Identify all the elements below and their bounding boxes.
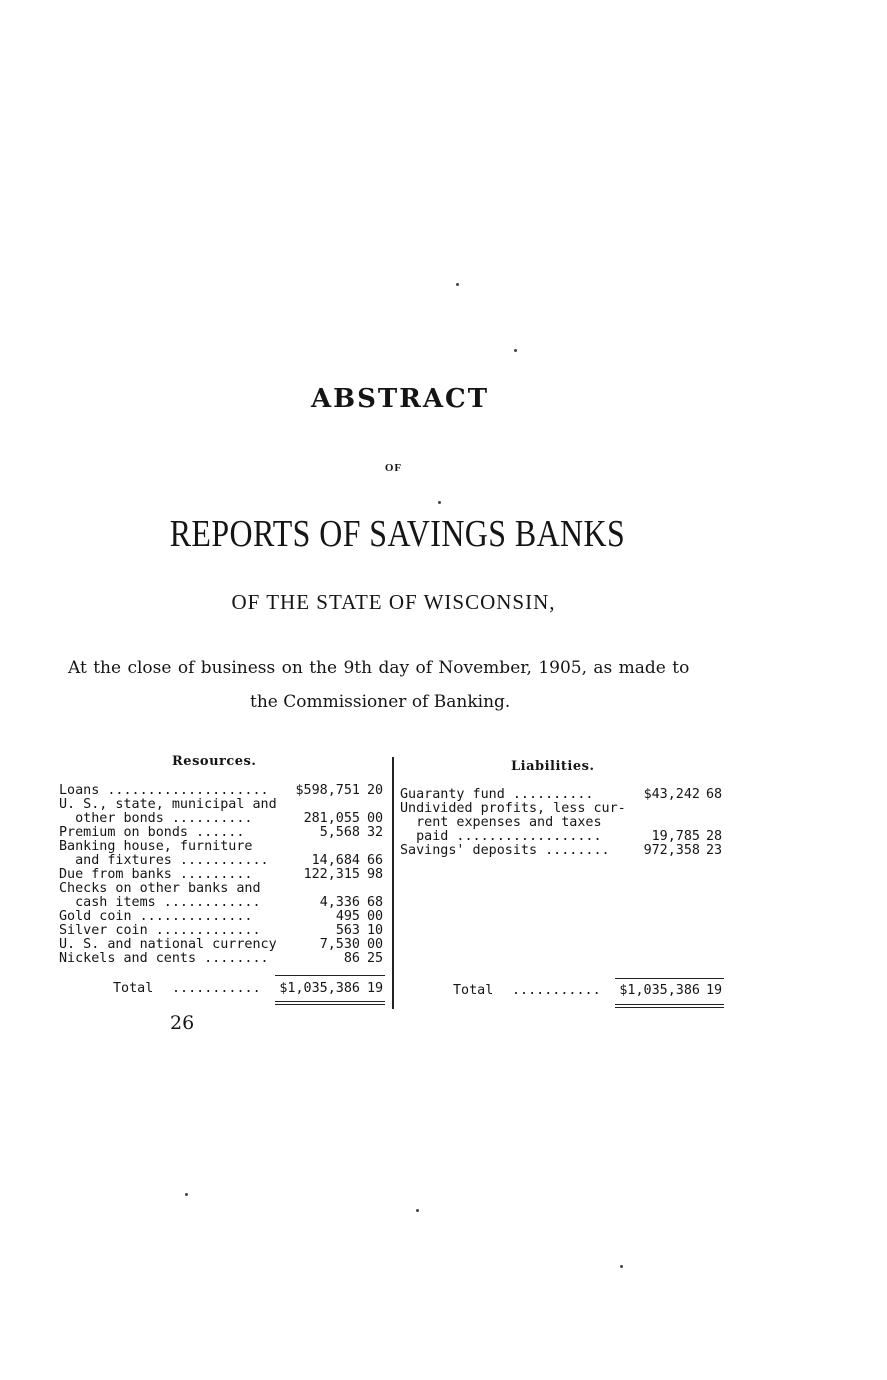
table-row-cents: 68 [367, 895, 384, 910]
double-rule [275, 1004, 385, 1005]
double-rule [615, 1007, 724, 1008]
total-rule [275, 975, 385, 976]
double-rule [615, 1004, 724, 1005]
table-row-cents: 98 [367, 867, 384, 882]
table-row-label: Savings' deposits ........ [400, 843, 610, 858]
table-row-cents: 00 [367, 909, 384, 924]
resources-heading: Resources. [172, 754, 257, 769]
subtitle-state: OF THE STATE OF WISCONSIN, [231, 590, 556, 614]
table-row-label: Due from banks ......... [59, 867, 253, 882]
scan-speck [438, 501, 441, 504]
liabilities-total-dollars: $1,035,386 [619, 983, 700, 998]
table-row-dollars: 4,336 [319, 895, 360, 910]
scan-speck [416, 1209, 419, 1212]
table-row-label: Banking house, furniture [59, 839, 253, 854]
liabilities-total-leader: ........... [512, 983, 601, 998]
table-row-dollars: 972,358 [643, 843, 700, 858]
table-row-dollars: 5,568 [319, 825, 360, 840]
table-row-dollars: 7,530 [319, 937, 360, 952]
table-row-cents: 32 [367, 825, 384, 840]
table-row-dollars: $598,751 [295, 783, 360, 798]
table-row-cents: 66 [367, 853, 384, 868]
total-rule [615, 978, 724, 979]
table-row-label: Loans .................... [59, 783, 269, 798]
table-row-label: Premium on bonds ...... [59, 825, 245, 840]
table-row-label: Gold coin .............. [59, 909, 253, 924]
title-of: OF [384, 462, 403, 474]
table-row-dollars: 122,315 [303, 867, 360, 882]
double-rule [275, 1001, 385, 1002]
liabilities-heading: Liabilities. [511, 759, 595, 774]
table-row-cents: 25 [367, 951, 384, 966]
table-row-label: Guaranty fund .......... [400, 787, 594, 802]
table-row-cents: 68 [706, 787, 723, 802]
liabilities-total-label: Total [453, 983, 494, 998]
resources-total-cents: 19 [367, 981, 384, 996]
table-row-dollars: 495 [335, 909, 360, 924]
table-row-cents: 23 [706, 843, 723, 858]
scan-speck [514, 349, 517, 352]
table-row-dollars: 19,785 [651, 829, 700, 844]
liabilities-total-cents: 19 [706, 983, 723, 998]
table-row-label: Silver coin ............. [59, 923, 261, 938]
table-row-label: and fixtures ........... [59, 853, 269, 868]
column-divider [392, 757, 394, 1009]
table-row-cents: 28 [706, 829, 723, 844]
scan-speck [185, 1193, 188, 1196]
scan-speck [620, 1265, 623, 1268]
table-row-label: rent expenses and taxes [400, 815, 602, 830]
table-row-label: Checks on other banks and [59, 881, 261, 896]
resources-total-leader: ........... [172, 981, 261, 996]
table-row-dollars: 86 [343, 951, 360, 966]
table-row-label: paid .................. [400, 829, 602, 844]
table-row-dollars: 281,055 [303, 811, 360, 826]
intro-line-1: At the close of business on the 9th day of November, 1905, as made to [68, 658, 690, 678]
table-row-label: cash items ............ [59, 895, 261, 910]
title-abstract: ABSTRACT [310, 384, 490, 414]
table-row-cents: 00 [367, 937, 384, 952]
table-row-cents: 10 [367, 923, 384, 938]
table-row-cents: 00 [367, 811, 384, 826]
page-title: REPORTS OF SAVINGS BANKS [169, 513, 626, 555]
scan-speck [456, 283, 459, 286]
table-row-label: Undivided profits, less cur- [400, 801, 626, 816]
table-row-label: other bonds .......... [59, 811, 253, 826]
intro-line-2: the Commissioner of Banking. [250, 692, 511, 712]
table-row-dollars: 14,684 [311, 853, 360, 868]
page-number: 26 [170, 1012, 195, 1034]
table-row-label: U. S., state, municipal and [59, 797, 277, 812]
table-row-label: U. S. and national currency [59, 937, 277, 952]
resources-total-label: Total [113, 981, 154, 996]
table-row-label: Nickels and cents ........ [59, 951, 269, 966]
table-row-dollars: 563 [335, 923, 360, 938]
table-row-cents: 20 [367, 783, 384, 798]
table-row-dollars: $43,242 [643, 787, 700, 802]
resources-total-dollars: $1,035,386 [279, 981, 360, 996]
